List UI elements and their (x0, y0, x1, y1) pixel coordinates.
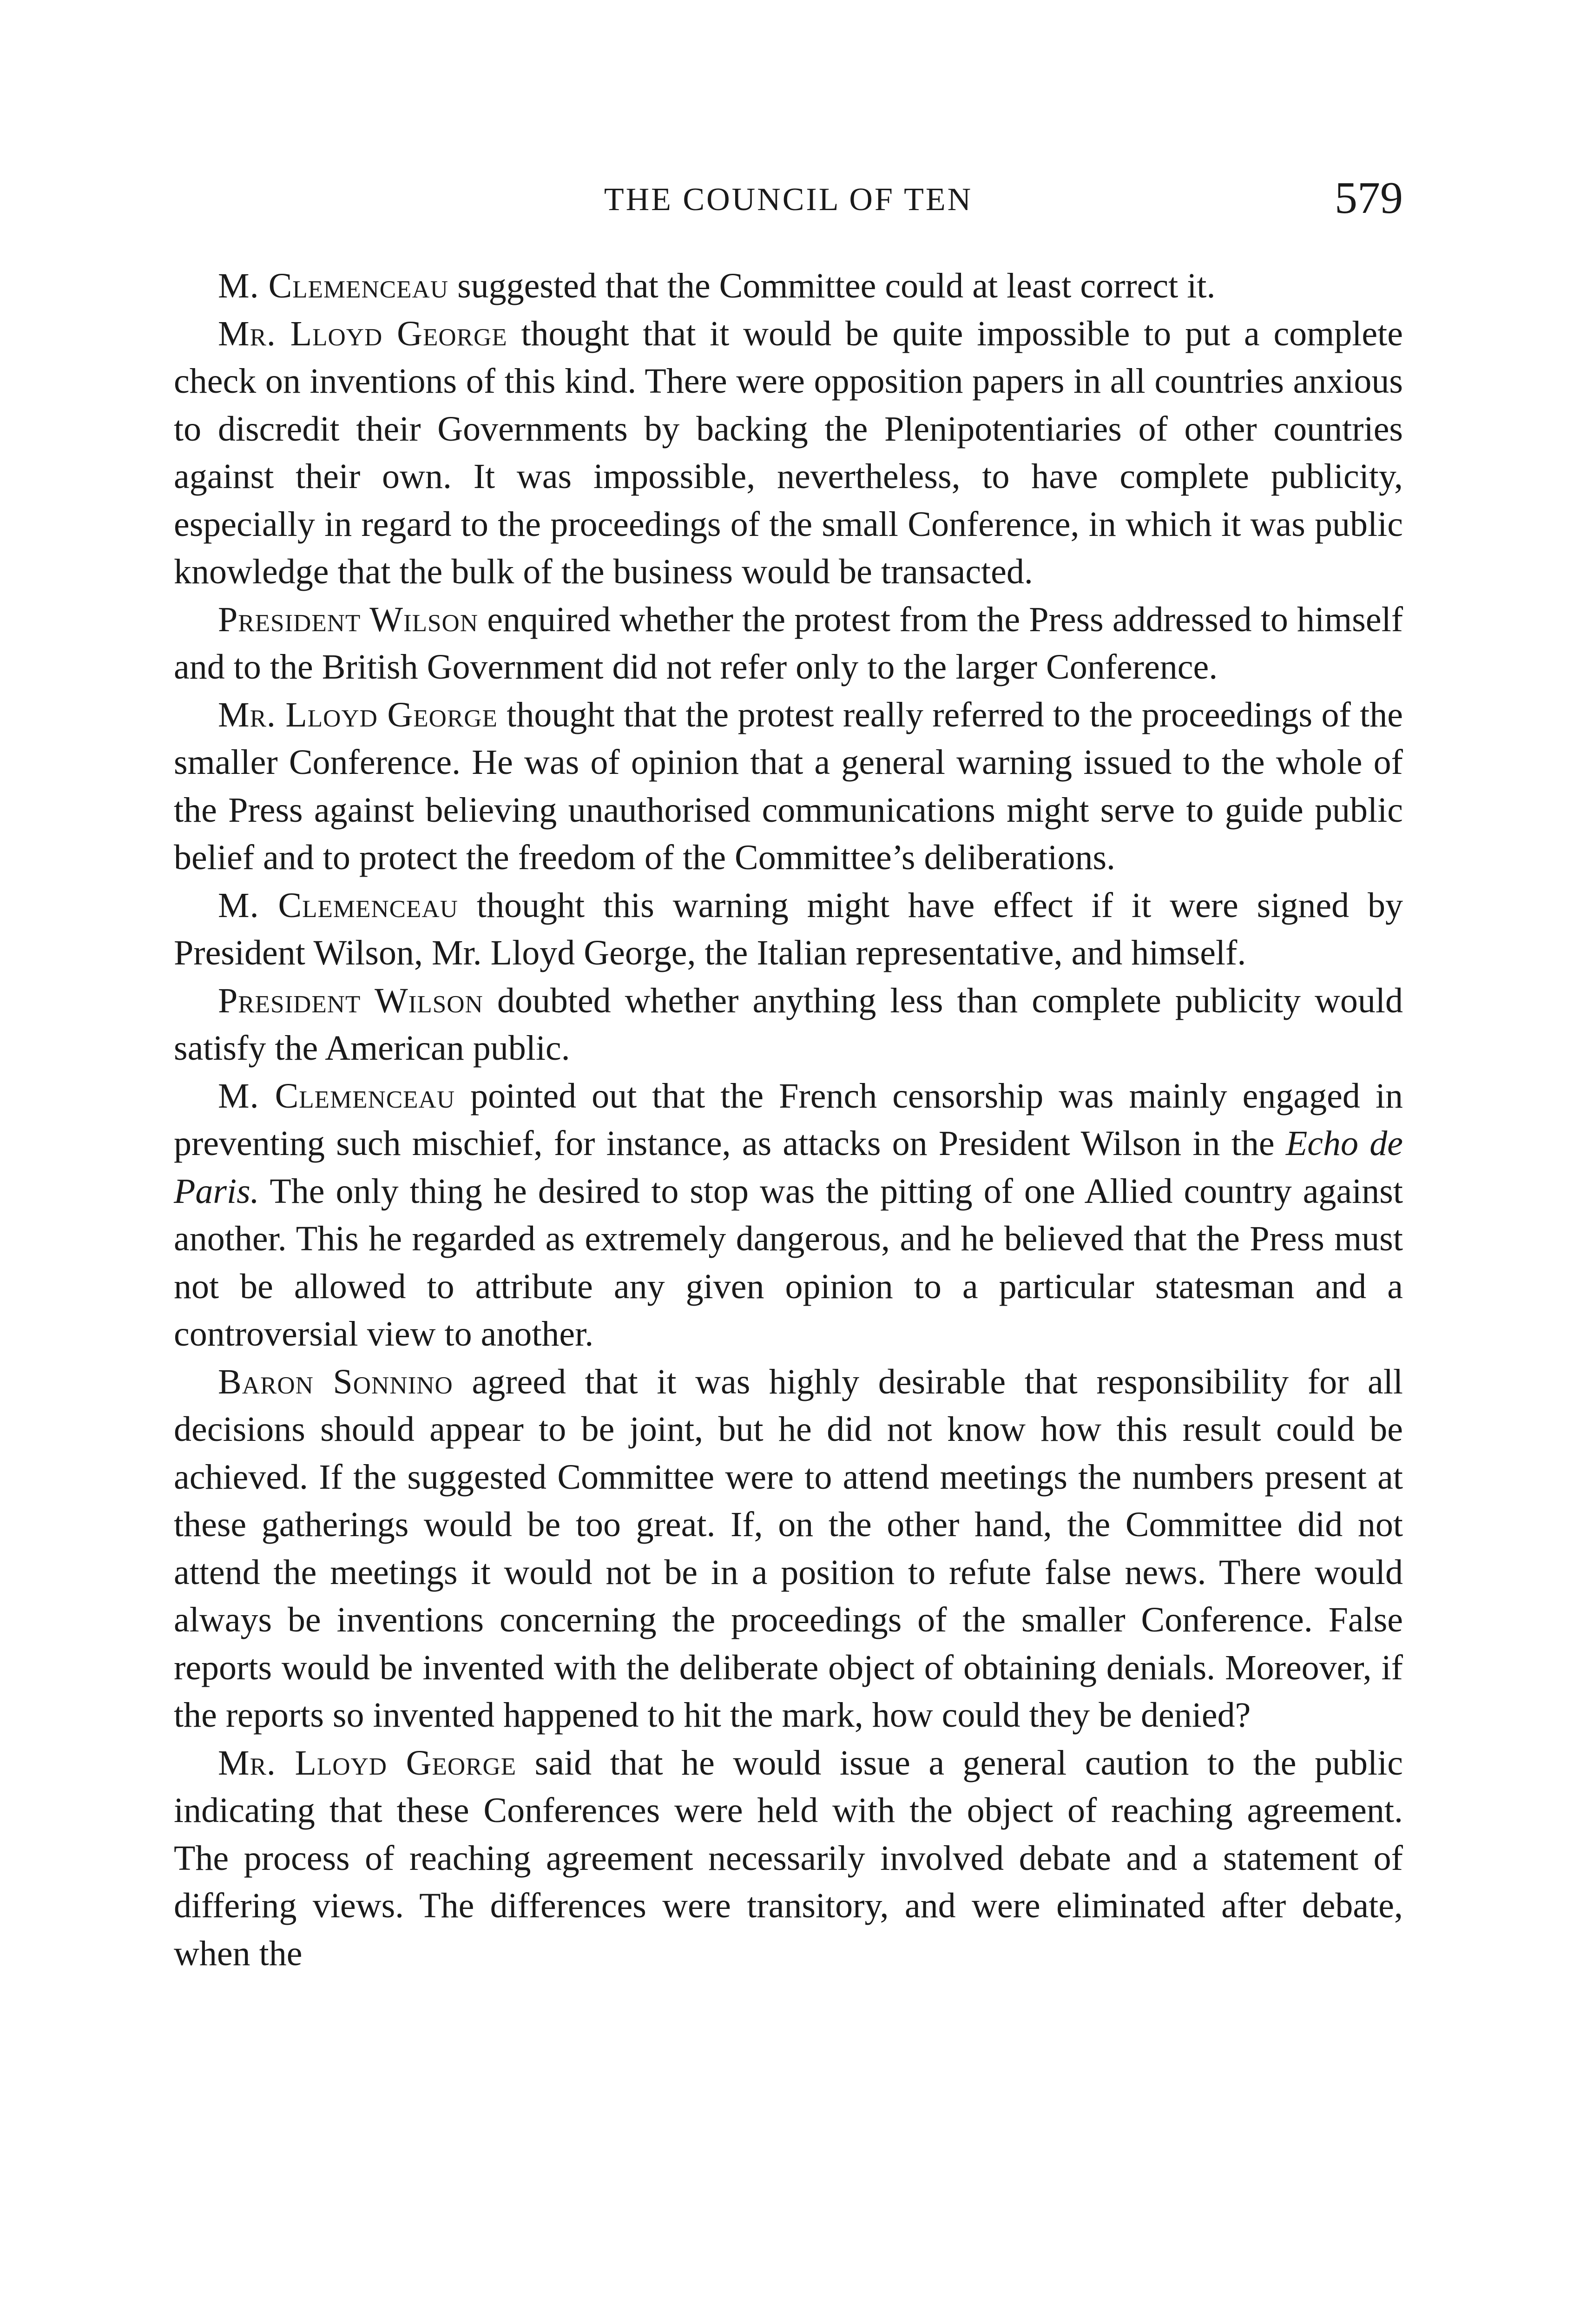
speaker-name: President Wilson (218, 981, 483, 1020)
speaker-name: Mr. Lloyd George (218, 695, 498, 734)
paragraph-text: thought that the protest really referred to the proceedings of the smaller Conference. He was of opinion that a general warning issued to the whole of the Press against believing unauthorised communications might serve to guide public belief and to protect the freedom of the Committee’s deliberations. (174, 695, 1403, 877)
paragraph-clemenceau-correct (174, 262, 1403, 310)
speaker-name: Mr. Lloyd George (218, 1743, 517, 1783)
speaker-name: M. Clemenceau (218, 1076, 455, 1116)
paragraph-text: thought that it would be quite impossible to put a complete check on inventions of this kind. There were opposition papers in all countries anxious to discredit their Governments by backing the Plenipotentiaries of other countries against their own. It was impossible, nevertheless, to have complete publicity, especially in regard to the proceedings of the small Conference, in which it was public knowledge that the bulk of the business would be transacted. (174, 314, 1403, 591)
speaker-name: M. Clemenceau (218, 266, 449, 305)
paragraph-text: pointed out that the French censorship was mainly engaged in preventing such mischief, for instance, as attacks on President Wilson in the (174, 1076, 1403, 1163)
speaker-name: President Wilson (218, 600, 479, 639)
paragraph-text: agreed that it was highly desirable that responsibility for all decisions should appear to be joint, but he did not know how this result could be achieved. If the suggested Committee were to attend meetings the numbers present at these gatherings would be too great. If, on the other hand, the Committee did not attend the meetings it would not be in a position to refute false news. There would always be inventions concerning the proceedings of the smaller Conference. False reports would be invented with the deliberate object of obtaining denials. Moreover, if the reports so invented happened to hit the mark, how could they be denied? (174, 1362, 1403, 1735)
speaker-name: M. Clemenceau (218, 885, 458, 925)
paragraph-lloyd-george-warning (174, 691, 1403, 882)
paragraph-text: The only thing he desired to stop was the pitting of one Allied country against another. This he regarded as extremely dangerous, and he believed that the Press must not be allowed to attribute any given opinion to a particular statesman and a controversial view to another. (174, 1171, 1403, 1353)
paragraph-text: enquired whether the protest from the Press addressed to himself and to the British Government did not refer only to the larger Conference. (174, 600, 1403, 687)
paragraph-text: doubted whether anything less than complete publicity would satisfy the American public. (174, 981, 1403, 1068)
newspaper-title: Echo de Paris. (174, 1124, 1403, 1211)
paragraph-text: said that he would issue a general caution to the public indicating that these Conferences were held with the object of reaching agreement. The process of reaching agreement necessarily involved debate and a statement of differing views. The differences were transitory, and were eliminated after debate, when the (174, 1743, 1403, 1973)
running-head (174, 173, 1403, 232)
paragraph-wilson-publicity (174, 977, 1403, 1072)
document-page (174, 173, 1403, 1977)
paragraph-wilson-protest (174, 596, 1403, 691)
running-title: THE COUNCIL OF TEN (604, 182, 973, 218)
paragraph-lloyd-george-caution (174, 1739, 1403, 1978)
paragraph-text: thought this warning might have effect if it were signed by President Wilson, Mr. Lloyd George, the Italian representative, and himself. (174, 885, 1403, 972)
paragraph-lloyd-george-check (174, 310, 1403, 596)
paragraph-clemenceau-censorship (174, 1072, 1403, 1358)
paragraph-clemenceau-signed (174, 882, 1403, 977)
speaker-name: Baron Sonnino (218, 1362, 453, 1401)
speaker-name: Mr. Lloyd George (218, 314, 507, 353)
body-text (174, 262, 1403, 1977)
page-number: 579 (1335, 173, 1403, 223)
paragraph-sonnino-responsibility (174, 1358, 1403, 1739)
paragraph-text: suggested that the Committee could at least correct it. (448, 266, 1216, 305)
